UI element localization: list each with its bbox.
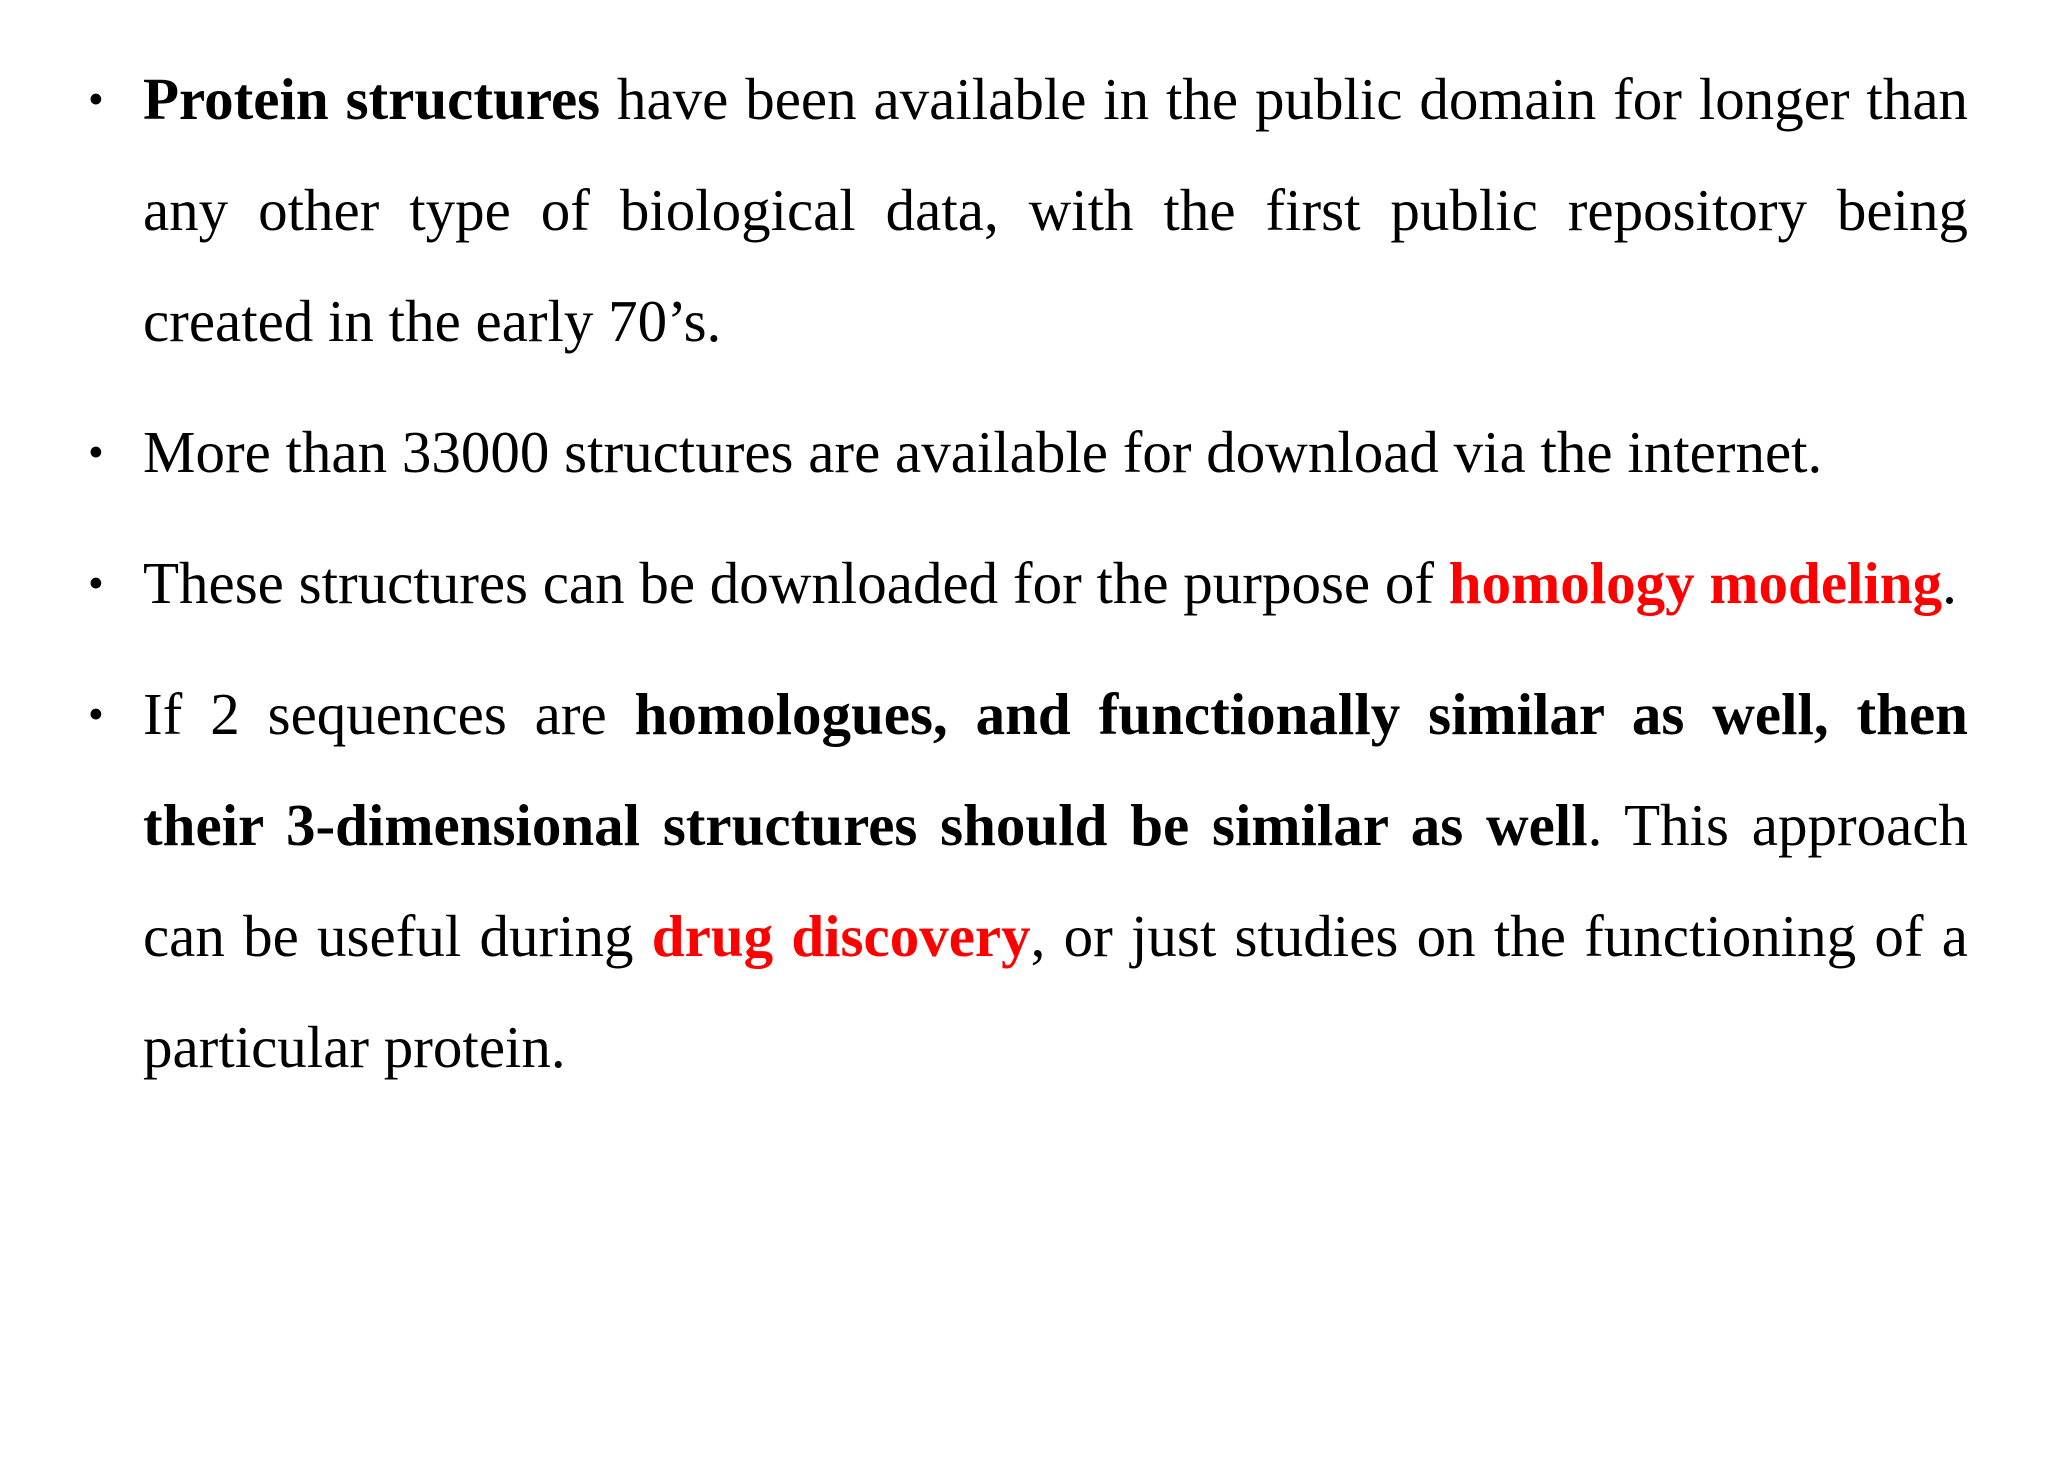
bullet-item-structures-count	[88, 397, 1968, 508]
bullet-text: These structures can be downloaded for the purpose of	[143, 550, 1449, 616]
bullet-item-homology-modeling	[88, 528, 1968, 639]
bullet-icon: •	[88, 427, 104, 477]
bullet-icon: •	[88, 689, 104, 739]
bold-statement: homologues, and functionally similar as well, then their 3-dimensional structures should be similar as well	[143, 681, 1968, 858]
bullet-text-middle: . This approach can be useful during	[143, 792, 1968, 969]
bold-term: Protein structures	[143, 66, 601, 132]
bullet-text-end: .	[1942, 550, 1957, 616]
highlighted-term: homology modeling	[1448, 550, 1943, 616]
bullet-text: If 2 sequences are	[143, 681, 635, 747]
bullet-text: More than 33000 structures are available for download via the internet.	[143, 419, 1823, 485]
bullet-icon: •	[88, 74, 104, 124]
bullet-text: have been available in the public domain for longer than any other type of biological data, with the first public repository being created in the early 70’s.	[143, 66, 1969, 354]
bullet-icon: •	[88, 558, 104, 608]
highlighted-term: drug discovery	[651, 903, 1031, 969]
bullet-list	[88, 44, 1968, 1123]
bullet-text-end: , or just studies on the functioning of a particular protein.	[143, 903, 1968, 1080]
bullet-item-protein-structures	[88, 44, 1968, 377]
bullet-item-homologues	[88, 659, 1968, 1103]
